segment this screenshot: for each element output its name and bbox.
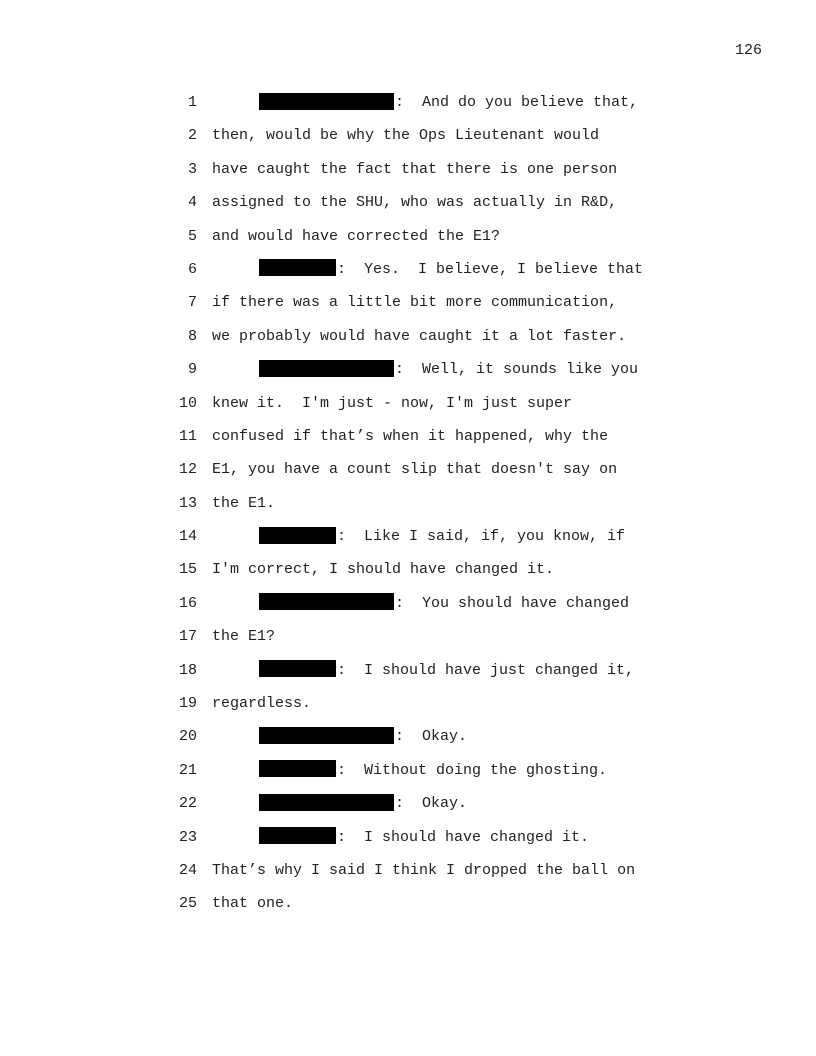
redaction-bar (259, 593, 394, 610)
line-text: : Without doing the ghosting. (337, 761, 608, 779)
line-text: : Well, it sounds like you (395, 361, 639, 379)
transcript-line (0, 458, 816, 491)
line-number: 23 (178, 828, 197, 846)
speaker-turn (259, 592, 629, 616)
line-text: I'm correct, I should have changed it. (212, 561, 555, 579)
transcript-line (0, 659, 816, 692)
redaction-bar (259, 727, 394, 744)
speaker-turn (259, 792, 467, 816)
transcript-line (0, 826, 816, 859)
line-text: if there was a little bit more communication, (212, 294, 618, 312)
line-text: and would have corrected the E1? (212, 227, 501, 245)
transcript-line (0, 492, 816, 525)
speaker-turn (259, 759, 607, 783)
redaction-bar (259, 794, 394, 811)
redaction-bar (259, 93, 394, 110)
speaker-turn (259, 659, 634, 683)
transcript-line (0, 792, 816, 825)
redaction-bar (259, 760, 336, 777)
line-number: 7 (187, 294, 197, 312)
transcript-line (0, 625, 816, 658)
line-number: 12 (178, 461, 197, 479)
line-number: 4 (187, 194, 197, 212)
line-text: knew it. I'm just - now, I'm just super (212, 394, 573, 412)
page-number: 126 (734, 42, 762, 59)
transcript (0, 91, 816, 926)
transcript-line (0, 191, 816, 224)
line-text: we probably would have caught it a lot faster. (212, 327, 627, 345)
redaction-bar (259, 827, 336, 844)
line-number: 10 (178, 394, 197, 412)
line-text: that one. (212, 895, 294, 913)
transcript-line (0, 525, 816, 558)
line-number: 9 (187, 361, 197, 379)
transcript-line (0, 225, 816, 258)
line-text: then, would be why the Ops Lieutenant would (212, 127, 600, 145)
line-text: E1, you have a count slip that doesn't say on (212, 461, 618, 479)
line-text: : You should have changed (395, 594, 630, 612)
transcript-line (0, 558, 816, 591)
line-number: 21 (178, 761, 197, 779)
line-number: 24 (178, 861, 197, 879)
line-text: confused if that’s when it happened, why the (212, 427, 609, 445)
transcript-line (0, 358, 816, 391)
speaker-turn (259, 725, 467, 749)
transcript-line (0, 892, 816, 925)
transcript-line (0, 124, 816, 157)
line-number: 17 (178, 628, 197, 646)
line-text: : Yes. I believe, I believe that (337, 260, 644, 278)
line-number: 16 (178, 594, 197, 612)
line-number: 3 (187, 160, 197, 178)
line-number: 11 (178, 427, 197, 445)
line-number: 20 (178, 728, 197, 746)
transcript-line (0, 258, 816, 291)
transcript-line (0, 759, 816, 792)
transcript-line (0, 325, 816, 358)
line-number: 1 (187, 94, 197, 111)
line-number: 2 (187, 127, 197, 145)
line-number: 6 (187, 260, 197, 278)
line-text: the E1? (212, 628, 276, 646)
transcript-line (0, 425, 816, 458)
line-number: 5 (187, 227, 197, 245)
line-text: : I should have just changed it, (337, 661, 635, 679)
line-text: the E1. (212, 494, 276, 512)
line-text: have caught the fact that there is one person (212, 160, 618, 178)
line-number: 22 (178, 795, 197, 813)
redaction-bar (259, 527, 336, 544)
transcript-line (0, 392, 816, 425)
transcript-line (0, 592, 816, 625)
line-number: 13 (178, 494, 197, 512)
line-text: regardless. (212, 695, 312, 713)
line-number: 14 (178, 528, 197, 546)
line-number: 25 (178, 895, 197, 913)
speaker-turn (259, 525, 625, 549)
speaker-turn (259, 258, 643, 282)
redaction-bar (259, 259, 336, 276)
line-number: 18 (178, 661, 197, 679)
transcript-line (0, 291, 816, 324)
line-text: : I should have changed it. (337, 828, 590, 846)
line-number: 8 (187, 327, 197, 345)
speaker-turn (259, 358, 638, 382)
speaker-turn (259, 826, 589, 850)
transcript-line (0, 158, 816, 191)
line-text: : Okay. (395, 795, 468, 813)
redaction-bar (259, 360, 394, 377)
transcript-line (0, 725, 816, 758)
redaction-bar (259, 660, 336, 677)
transcript-line (0, 692, 816, 725)
line-text: assigned to the SHU, who was actually in R&D, (212, 194, 618, 212)
line-text: : Like I said, if, you know, if (337, 528, 626, 546)
transcript-line (0, 91, 816, 124)
line-number: 19 (178, 695, 197, 713)
line-text: : And do you believe that, (395, 94, 639, 111)
speaker-turn (259, 91, 638, 115)
line-text: : Okay. (395, 728, 468, 746)
line-number: 15 (178, 561, 197, 579)
line-text: That’s why I said I think I dropped the ball on (212, 861, 636, 879)
transcript-line (0, 859, 816, 892)
